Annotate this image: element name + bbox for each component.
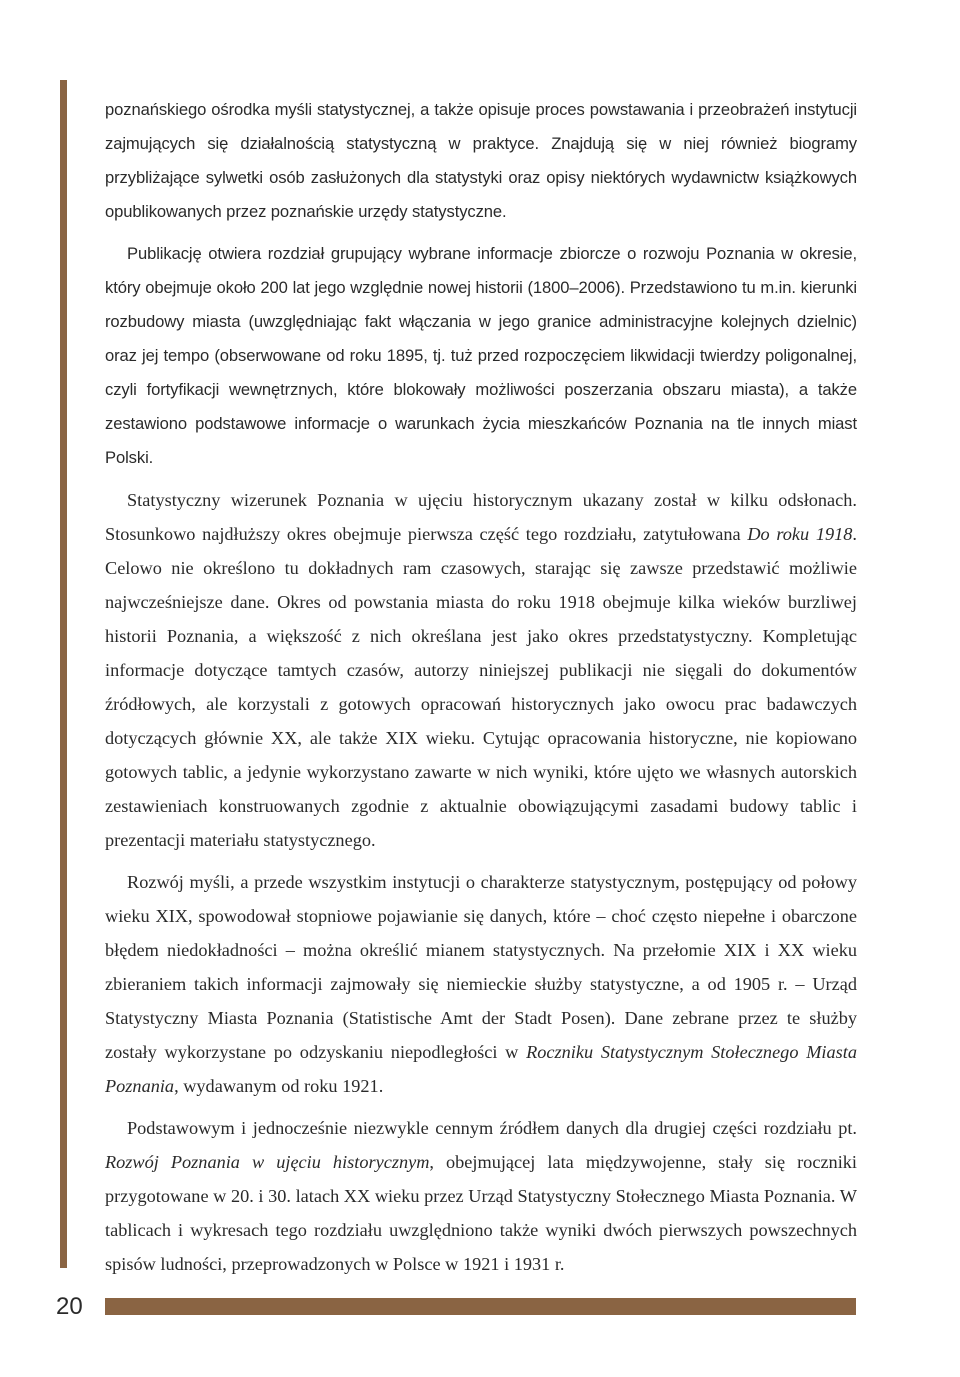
page-number: 20 [56,1293,83,1320]
paragraph-5 [105,1111,857,1281]
footer-bar [105,1298,856,1315]
body-text [105,93,857,1289]
paragraph-1: poznańskiego ośrodka myśli statystycznej, a także opisuje proces powstawania i przeobrażeń instytucji zajmujących się działalnością statystyczną w praktyce. Znajdują się w niej również biogramy przybliżające sylwetki osób zasłużonych dla statystyki oraz opisy niektórych wydawnictw książkowych opublikowanych przez poznańskie urzędy statystyczne. [105,100,857,221]
paragraph-2: Publikację otwiera rozdział grupujący wybrane informacje zbiorcze o rozwoju Poznania w okresie, który obejmuje około 200 lat jego względnie nowej historii (1800–2006). Przedstawiono tu m.in. kierunki rozbudowy miasta (uwzględniając fakt włączania w jego granice administracyjne kolejnych dzielnic) oraz jej tempo (obserwowane od roku 1895, tj. tuż przed rozpoczęciem likwidacji twierdzy poligonalnej, czyli fortyfikacji wewnętrznych, które blokowały możliwości poszerzania obszaru miasta), a także zestawiono podstawowe informacje o warunkach życia mieszkańców Poznania na tle innych miast Polski. [105,244,857,467]
paragraph-3 [105,483,857,857]
paragraph-3-text-end: . Celowo nie określono tu dokładnych ram czasowych, starając się zawsze przedstawić możliwie najwcześniejsze dane. Okres od powstania miasta do roku 1918 obejmuje kilka wieków burzliwej historii Poznania, a większość z nich określana jest jako okres przedstatystyczny. Kompletując informacje dotyczące tamtych czasów, autorzy niniejszej publikacji nie sięgali do dokumentów źródłowych, ale korzystali z gotowych opracowań historycznych jako owocu prac badawczych dotyczących głównie XX, ale także XIX wieku. Cytując opracowania historyczne, nie kopiowano gotowych tablic, a jedynie wykorzystano zawarte w nich wyniki, które ujęto we własnych autorskich zestawieniach konstruowanych zgodnie z aktualnie obowiązującymi zasadami budowy tablic i prezentacji materiału statystycznego. [105,524,857,850]
paragraph-5-text-end: , obejmującej lata międzywojenne, stały się roczniki przygotowane w 20. i 30. latach XX wieku przez Urząd Statystyczny Stołecznego Miasta Poznania. W tablicach i wykresach tego rozdziału uwzględniono także wyniki dwóch pierwszych powszechnych spisów ludności, przeprowadzonych w Polsce w 1921 i 1931 r. [105,1152,857,1274]
paragraph-4-text-end: , wydawanym od roku 1921. [174,1076,384,1096]
paragraph-3-italic-title: Do roku 1918 [747,524,853,544]
paragraph-5-text-start: Podstawowym i jednocześnie niezwykle cennym źródłem danych dla drugiej części rozdziału pt. [127,1118,857,1138]
left-margin-bar [60,80,67,1268]
paragraph-4-text-start: Rozwój myśli, a przede wszystkim instytucji o charakterze statystycznym, postępujący od połowy wieku XIX, spowodował stopniowe pojawianie się danych, które – choć często niepełne i obarczone błędem niedokładności – można określić mianem statystycznych. Na przełomie XIX i XX wieku zbieraniem takich informacji zajmowały się niemieckie służby statystyczne, a od 1905 r. – Urząd Statystyczny Miasta Poznania (Statistische Amt der Stadt Posen). Dane zebrane przez te służby zostały wykorzystane po odzyskaniu niepodległości w [105,872,857,1062]
paragraph-3-text-start: Statystyczny wizerunek Poznania w ujęciu historycznym ukazany został w kilku odsłonach. Stosunkowo najdłuższy okres obejmuje pierwsza część tego rozdziału, zatytułowana [105,490,857,544]
paragraph-4-italic-title: Roczniku Statystycznym Stołecznego Miasta Poznania [105,1042,857,1096]
paragraph-5-italic-title: Rozwój Poznania w ujęciu historycznym [105,1152,430,1172]
paragraph-4 [105,865,857,1103]
